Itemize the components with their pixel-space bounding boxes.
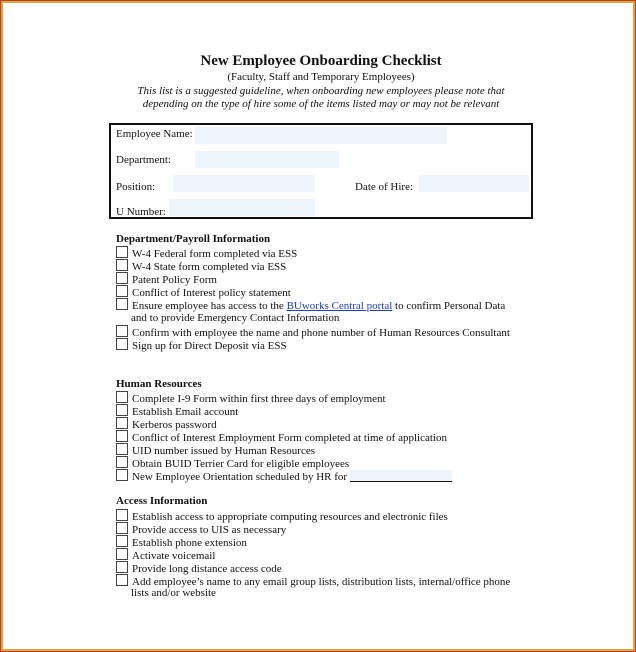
section-heading-department-payroll: Department/Payroll Information (116, 233, 271, 245)
checklist-item: Add employee’s name to any email group lists, distribution lists, internal/office phone (116, 574, 510, 587)
checklist-item: Conflict of Interest Employment Form completed at time of application (116, 430, 447, 443)
checkbox[interactable] (116, 391, 128, 403)
checklist-item: Obtain BUID Terrier Card for eligible employees (116, 456, 349, 469)
checklist-item-continuation: and to provide Emergency Contact Information (131, 312, 340, 324)
checkbox[interactable] (116, 259, 128, 271)
checkbox[interactable] (116, 561, 128, 573)
page-title: New Employee Onboarding Checklist (200, 53, 442, 69)
checkbox[interactable] (116, 338, 128, 350)
employee-name-field[interactable] (195, 127, 447, 144)
checkbox[interactable] (116, 417, 128, 429)
checkbox[interactable] (116, 469, 128, 481)
position-label: Position: (116, 181, 156, 193)
checklist-item: Patent Policy Form (116, 272, 217, 285)
checklist-item: UID number issued by Human Resources (116, 443, 315, 456)
u-number-field[interactable] (169, 199, 315, 216)
checklist-item: Ensure employee has access to the BUworks Central portal to confirm Personal Data (116, 298, 505, 311)
orientation-date-field[interactable] (350, 470, 452, 482)
checklist-item: New Employee Orientation scheduled by HR for (116, 469, 452, 482)
guideline-note-line-1: This list is a suggested guideline, when onboarding new employees please note that (137, 85, 505, 97)
checkbox[interactable] (116, 430, 128, 442)
employee-info-box (109, 123, 533, 219)
checklist-item: Kerberos password (116, 417, 217, 430)
checkbox[interactable] (116, 325, 128, 337)
checkbox[interactable] (116, 522, 128, 534)
checkbox[interactable] (116, 404, 128, 416)
checklist-item: Establish access to appropriate computing resources and electronic files (116, 509, 448, 522)
checkbox[interactable] (116, 246, 128, 258)
checkbox[interactable] (116, 509, 128, 521)
checklist-item: W-4 Federal form completed via ESS (116, 246, 297, 259)
checkbox[interactable] (116, 535, 128, 547)
checkbox[interactable] (116, 298, 128, 310)
position-field[interactable] (173, 175, 315, 192)
checklist-item: Establish phone extension (116, 535, 247, 548)
department-label: Department: (116, 154, 171, 166)
checkbox[interactable] (116, 443, 128, 455)
checkbox[interactable] (116, 574, 128, 586)
u-number-label: U Number: (116, 206, 166, 218)
guideline-note-line-2: depending on the type of hire some of the items listed may or may not be relevant (142, 98, 500, 110)
checklist-item: Confirm with employee the name and phone number of Human Resources Consultant (116, 325, 510, 338)
checklist-item: Provide long distance access code (116, 561, 282, 574)
checklist-item: Sign up for Direct Deposit via ESS (116, 338, 287, 351)
checklist-item: W-4 State form completed via ESS (116, 259, 286, 272)
page-subtitle: (Faculty, Staff and Temporary Employees) (227, 71, 415, 83)
checklist-item: Establish Email account (116, 404, 238, 417)
checklist-item: Conflict of Interest policy statement (116, 285, 291, 298)
buworks-central-portal-link[interactable]: BUworks Central portal (286, 300, 393, 312)
date-of-hire-label: Date of Hire: (355, 181, 414, 193)
checkbox[interactable] (116, 456, 128, 468)
checkbox[interactable] (116, 272, 128, 284)
checklist-item: Complete I-9 Form within first three days of employment (116, 391, 386, 404)
checklist-item: Provide access to UIS as necessary (116, 522, 286, 535)
checkbox[interactable] (116, 548, 128, 560)
employee-name-label: Employee Name: (116, 128, 193, 140)
checklist-item: Activate voicemail (116, 548, 215, 561)
checklist-item-continuation: lists and/or website (131, 587, 216, 599)
checkbox[interactable] (116, 285, 128, 297)
section-heading-human-resources: Human Resources (116, 378, 202, 390)
section-heading-access-information: Access Information (116, 495, 208, 507)
date-of-hire-field[interactable] (419, 175, 529, 192)
department-field[interactable] (195, 151, 339, 168)
